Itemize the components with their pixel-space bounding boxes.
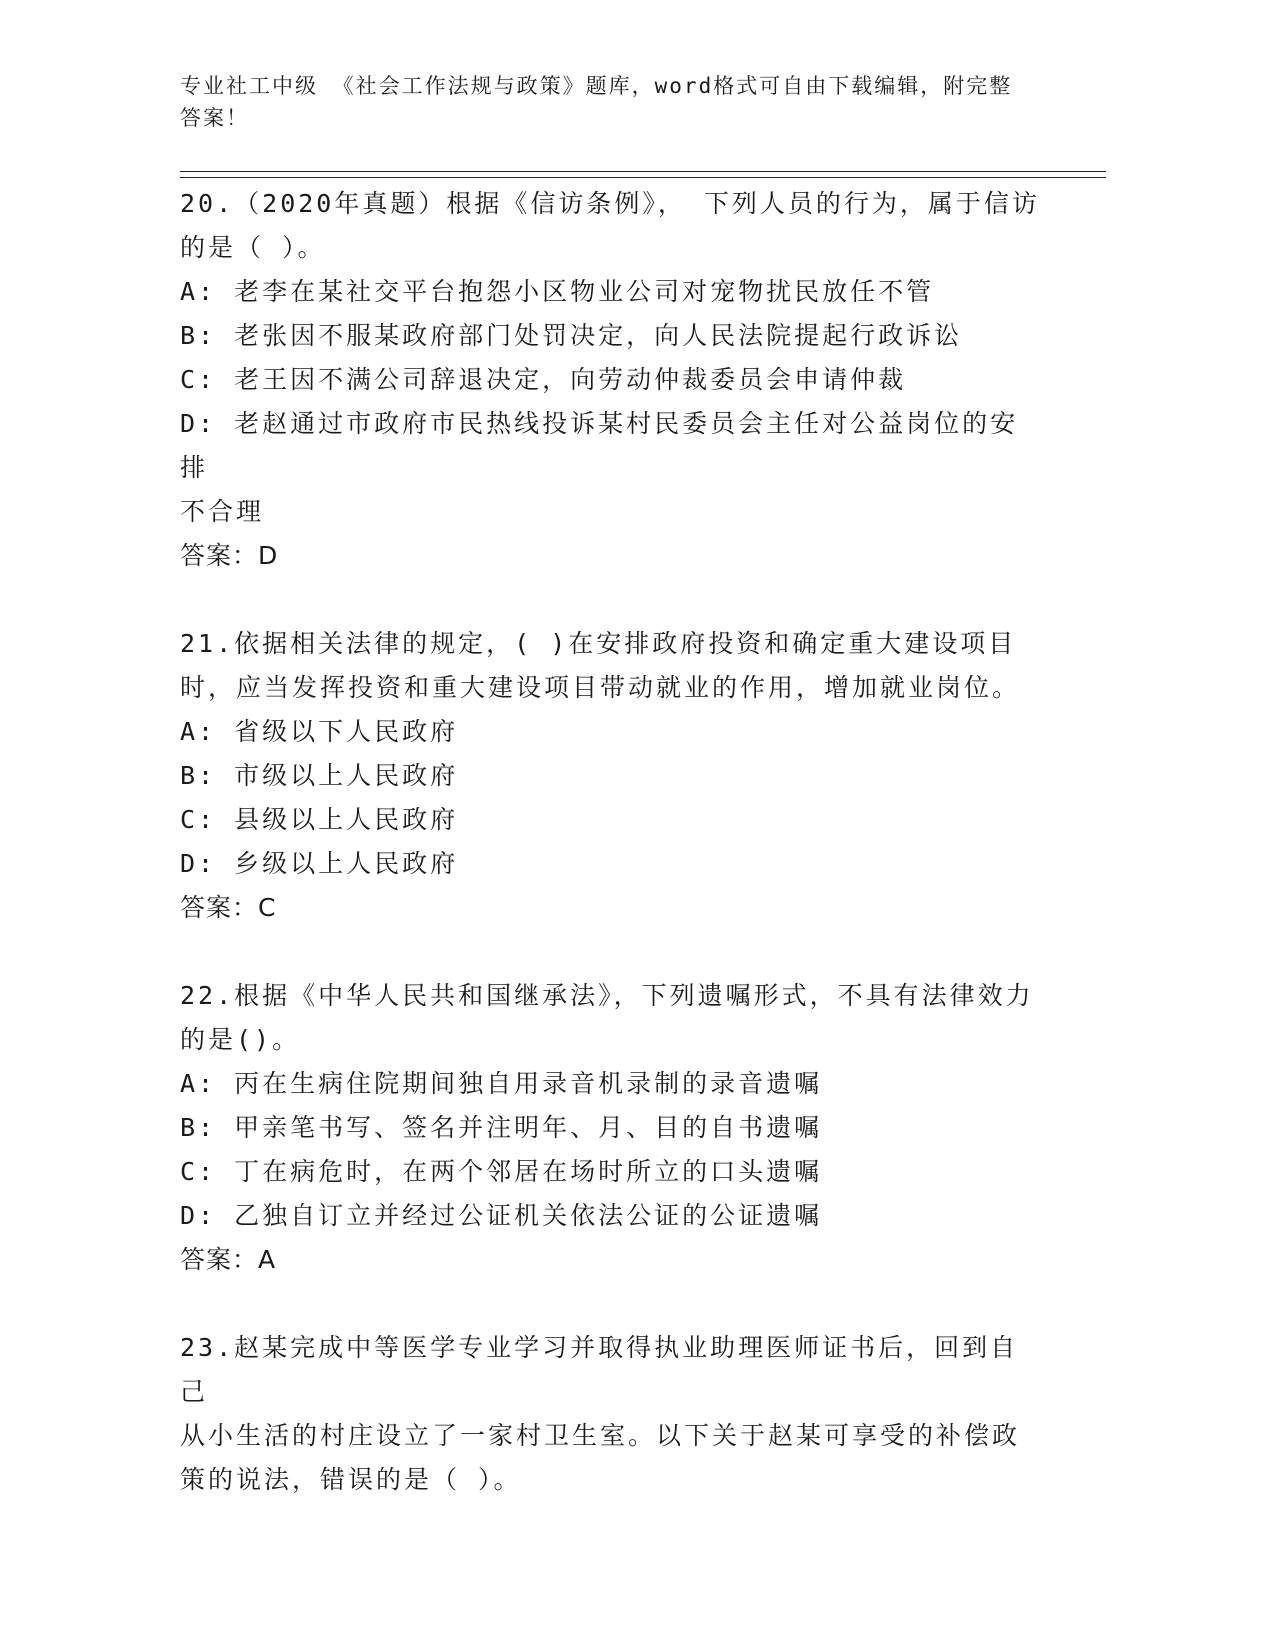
option-b (180, 754, 1040, 798)
option-b (180, 314, 1040, 358)
answer-label: 答案：C (180, 893, 277, 922)
option-a (180, 270, 1040, 314)
option-d (180, 1194, 1040, 1238)
header-divider-bottom (180, 177, 1106, 178)
question-stem (180, 622, 1040, 710)
option-line: D: 老赵通过市政府市民热线投诉某村民委员会主任对公益岗位的安排 (180, 409, 1019, 482)
option-b (180, 1106, 1040, 1150)
option-line: C: 丁在病危时，在两个邻居在场时所立的口头遗嘱 (180, 1157, 823, 1186)
option-c (180, 358, 1040, 402)
header-title-line-1: 专业社工中级 《社会工作法规与政策》题库，word格式可自由下载编辑，附完整 (180, 74, 1013, 98)
question-stem (180, 182, 1040, 270)
question-22 (180, 974, 1040, 1282)
option-line: B: 老张因不服某政府部门处罚决定，向人民法院提起行政诉讼 (180, 321, 963, 350)
option-line: B: 甲亲笔书写、签名并注明年、月、目的自书遗嘱 (180, 1113, 823, 1142)
option-a (180, 710, 1040, 754)
answer-label: 答案：A (180, 1245, 277, 1274)
question-stem (180, 1326, 1040, 1502)
header-divider-top (180, 171, 1106, 172)
option-line: C: 县级以上人民政府 (180, 805, 459, 834)
option-line: A: 老李在某社交平台抱怨小区物业公司对宠物扰民放任不管 (180, 277, 935, 306)
option-line: B: 市级以上人民政府 (180, 761, 459, 790)
option-d (180, 402, 1040, 534)
option-line: C: 老王因不满公司辞退决定，向劳动仲裁委员会申请仲裁 (180, 365, 907, 394)
option-line: 不合理 (180, 497, 265, 526)
answer-label: 答案：D (180, 541, 279, 570)
stem-line: 时，应当发挥投资和重大建设项目带动就业的作用，增加就业岗位。 (180, 673, 1021, 702)
question-stem (180, 974, 1040, 1062)
stem-line: 的是（ ）。 (180, 233, 326, 262)
option-line: A: 省级以下人民政府 (180, 717, 459, 746)
stem-line: 23.赵某完成中等医学专业学习并取得执业助理医师证书后，回到自己 (180, 1333, 1019, 1406)
question-list (180, 182, 1040, 1546)
option-c (180, 798, 1040, 842)
stem-line: 21.依据相关法律的规定，( )在安排政府投资和确定重大建设项目 (180, 629, 1017, 658)
stem-line: 的是()。 (180, 1025, 301, 1054)
option-line: A: 丙在生病住院期间独自用录音机录制的录音遗嘱 (180, 1069, 823, 1098)
stem-line: 从小生活的村庄设立了一家村卫生室。以下关于赵某可享受的补偿政 (180, 1421, 1021, 1450)
stem-line: 20.（2020年真题）根据《信访条例》， 下列人员的行为，属于信访 (180, 189, 1040, 218)
page-header (180, 70, 1040, 134)
option-a (180, 1062, 1040, 1106)
option-line: D: 乡级以上人民政府 (180, 849, 459, 878)
header-title-line-2: 答案！ (180, 106, 249, 130)
stem-line: 22.根据《中华人民共和国继承法》，下列遗嘱形式，不具有法律效力 (180, 981, 1034, 1010)
question-23 (180, 1326, 1040, 1502)
question-21 (180, 622, 1040, 930)
stem-line: 策的说法，错误的是（ ）。 (180, 1465, 522, 1494)
question-20 (180, 182, 1040, 578)
option-line: D: 乙独自订立并经过公证机关依法公证的公证遗嘱 (180, 1201, 823, 1230)
option-d (180, 842, 1040, 886)
option-c (180, 1150, 1040, 1194)
